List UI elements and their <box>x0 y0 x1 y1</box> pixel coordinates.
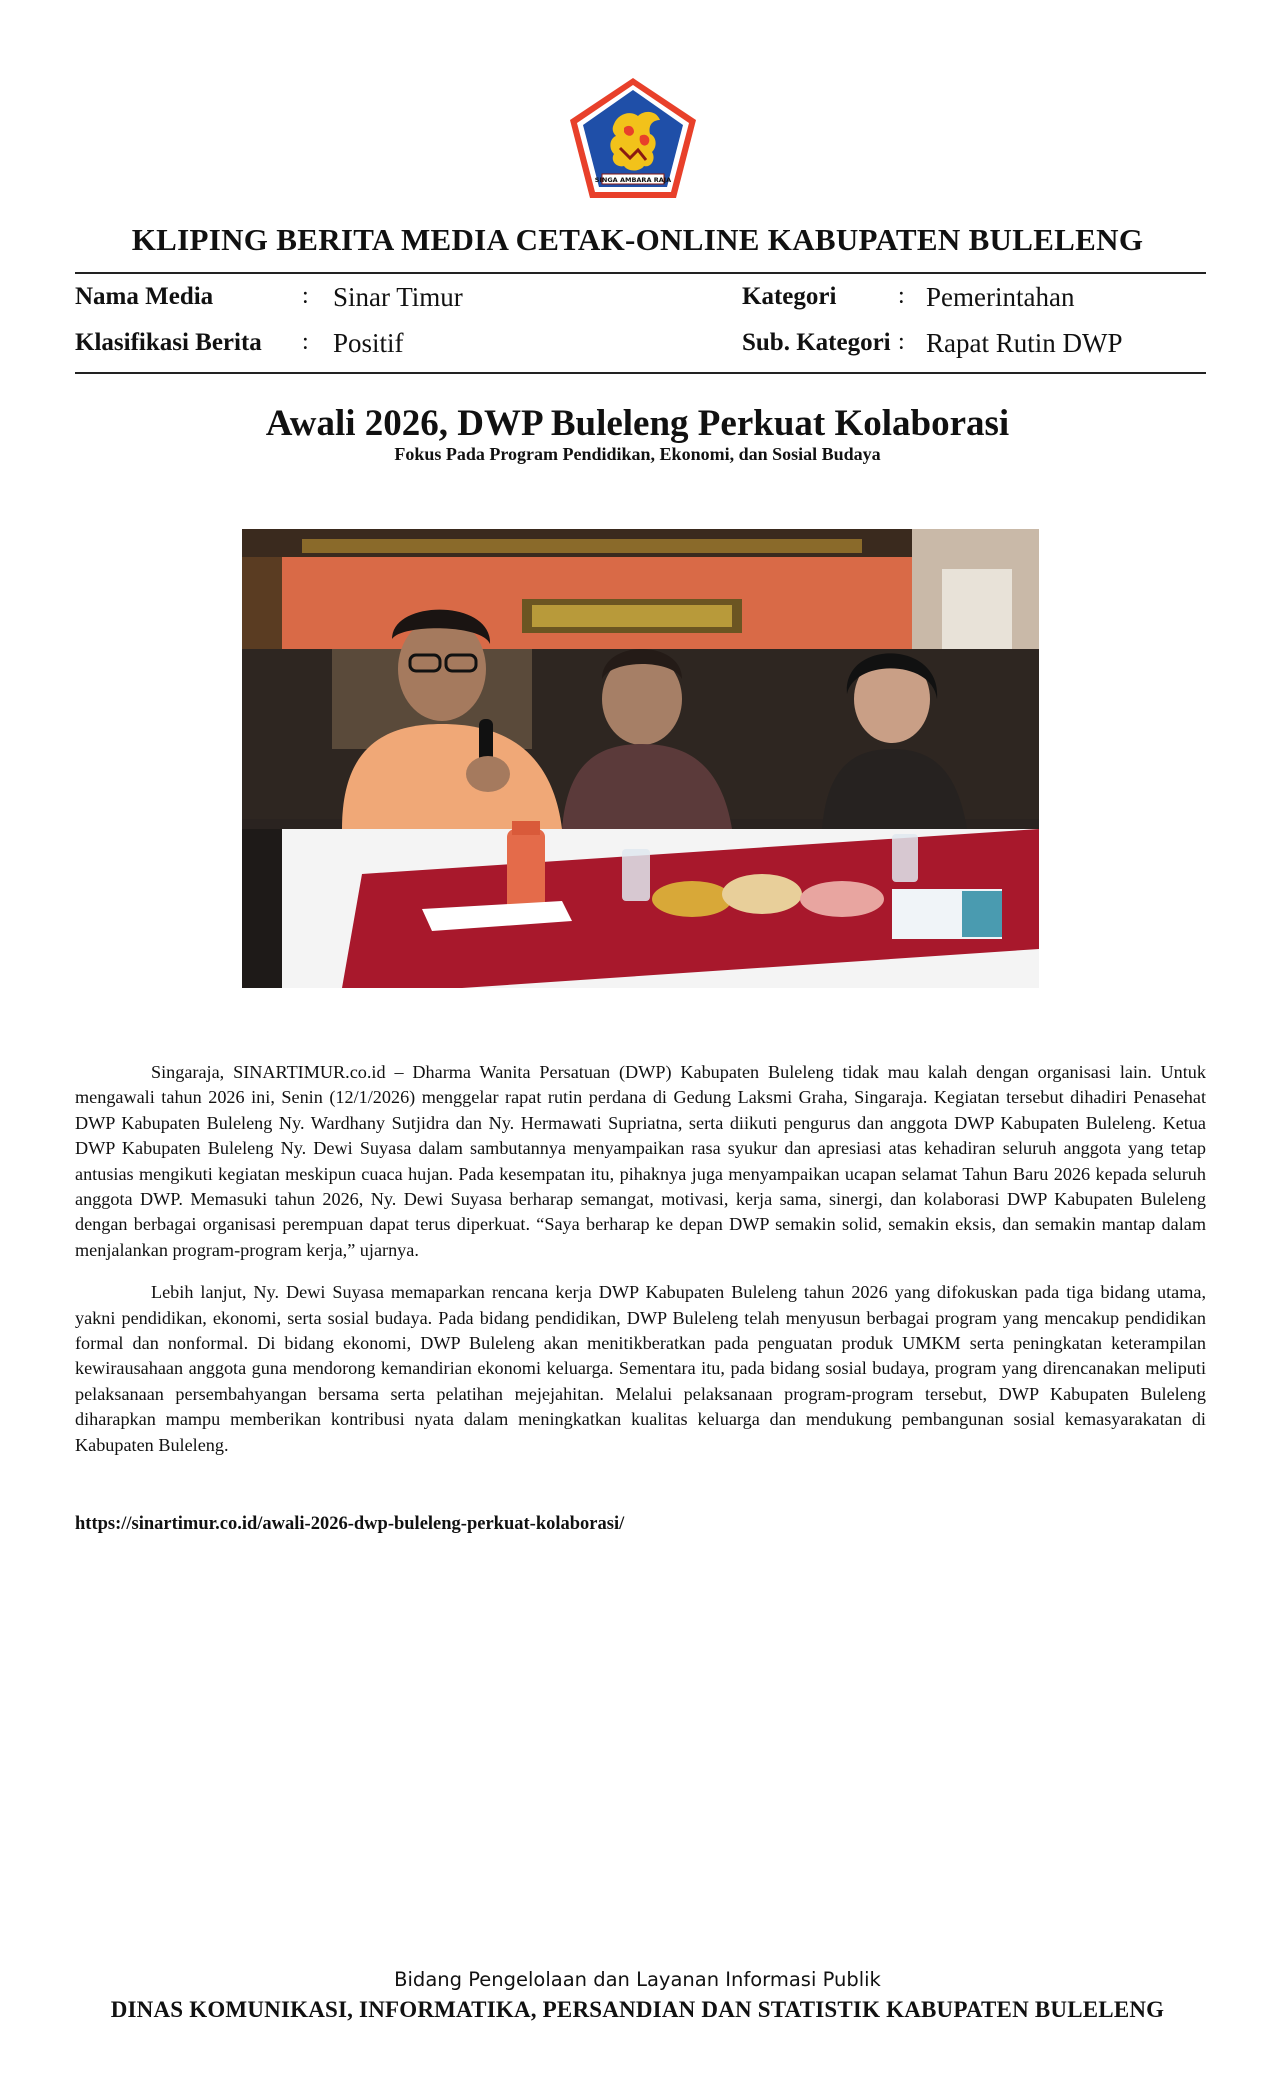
article-photo <box>242 529 1039 988</box>
footer-agency: DINAS KOMUNIKASI, INFORMATIKA, PERSANDIAN DAN STATISTIK KABUPATEN BULELENG <box>110 1997 1165 2022</box>
nama-media-label: Nama Media <box>75 283 214 310</box>
klasifikasi-berita-colon: : <box>302 329 309 355</box>
nama-media-colon: : <box>302 283 309 309</box>
nama-media-value: Sinar Timur <box>333 282 463 312</box>
article-paragraph: Singaraja, SINARTIMUR.co.id – Dharma Wanita Persatuan (DWP) Kabupaten Buleleng tidak mau kalah dengan organisasi lain. Untuk mengawali tahun 2026 ini, Senin (12/1/2026) menggelar rapat rutin perdana di Gedung Laksmi Graha, Singaraja. Kegiatan tersebut dihadiri Penasehat DWP Kabupaten Buleleng Ny. Wardhany Sutjidra dan Ny. Hermawati Supriatna, serta diikuti pengurus dan anggota DWP Kabupaten Buleleng. Ketua DWP Kabupaten Buleleng Ny. Dewi Suyasa dalam sambutannya menyampaikan rasa syukur dan apresiasi atas kehadiran seluruh anggota yang tetap antusias mengikuti kegiatan meskipun cuaca hujan. Pada kesempatan itu, pihaknya juga menyampaikan ucapan selamat Tahun Baru 2026 kepada seluruh anggota DWP. Memasuki tahun 2026, Ny. Dewi Suyasa berharap semangat, motivasi, kerja sama, sinergi, dan kolaborasi DWP Kabupaten Buleleng dengan berbagai organisasi perempuan dapat terus diperkuat. “Saya berharap ke depan DWP semakin solid, semakin eksis, dan semakin mantap dalam menjalankan program-program kerja,” ujarnya. <box>75 1062 1206 1260</box>
header-rule-top <box>75 272 1206 274</box>
article-subheadline: Fokus Pada Program Pendidikan, Ekonomi, dan Sosial Budaya <box>394 444 881 464</box>
kategori-colon: : <box>898 283 905 309</box>
sub-kategori-value: Rapat Rutin DWP <box>926 328 1123 358</box>
kategori-value: Pemerintahan <box>926 282 1075 312</box>
article-body <box>75 1060 1206 1475</box>
article-paragraph: Lebih lanjut, Ny. Dewi Suyasa memaparkan rencana kerja DWP Kabupaten Buleleng tahun 2026 yang difokuskan pada tiga bidang utama, yakni pendidikan, ekonomi, serta sosial budaya. Pada bidang pendidikan, DWP Buleleng telah menyusun berbagai program yang mencakup pendidikan formal dan nonformal. Di bidang ekonomi, DWP Buleleng akan menitikberatkan pada penguatan produk UMKM serta peningkatan keterampilan kewirausahaan anggota guna mendorong kemandirian ekonomi keluarga. Sementara itu, pada bidang sosial budaya, program yang direncanakan meliputi pelaksanaan persembahyangan bersama serta pelatihan mejejahitan. Melalui pelaksanaan program-program tersebut, DWP Kabupaten Buleleng diharapkan mampu memberikan kontribusi nyata dalam meningkatkan kualitas keluarga dan mendukung pembangunan sosial kemasyarakatan di Kabupaten Buleleng. <box>75 1282 1206 1455</box>
buleleng-emblem-logo <box>566 76 700 202</box>
logo-banner-text: SINGA AMBARA RAJA <box>594 176 672 184</box>
klasifikasi-berita-label: Klasifikasi Berita <box>75 329 262 356</box>
footer-division: Bidang Pengelolaan dan Layanan Informasi Publik <box>394 1968 881 1991</box>
article-headline: Awali 2026, DWP Buleleng Perkuat Kolaborasi <box>265 403 1010 444</box>
sub-kategori-label: Sub. Kategori <box>742 329 891 356</box>
source-link[interactable]: https://sinartimur.co.id/awali-2026-dwp-buleleng-perkuat-kolaborasi/ <box>75 1514 625 1534</box>
klasifikasi-berita-value: Positif <box>333 328 404 358</box>
sub-kategori-colon: : <box>898 329 905 355</box>
clipping-title: KLIPING BERITA MEDIA CETAK-ONLINE KABUPATEN BULELENG <box>131 222 1144 257</box>
kategori-label: Kategori <box>742 283 837 310</box>
header-rule-bottom <box>75 372 1206 374</box>
